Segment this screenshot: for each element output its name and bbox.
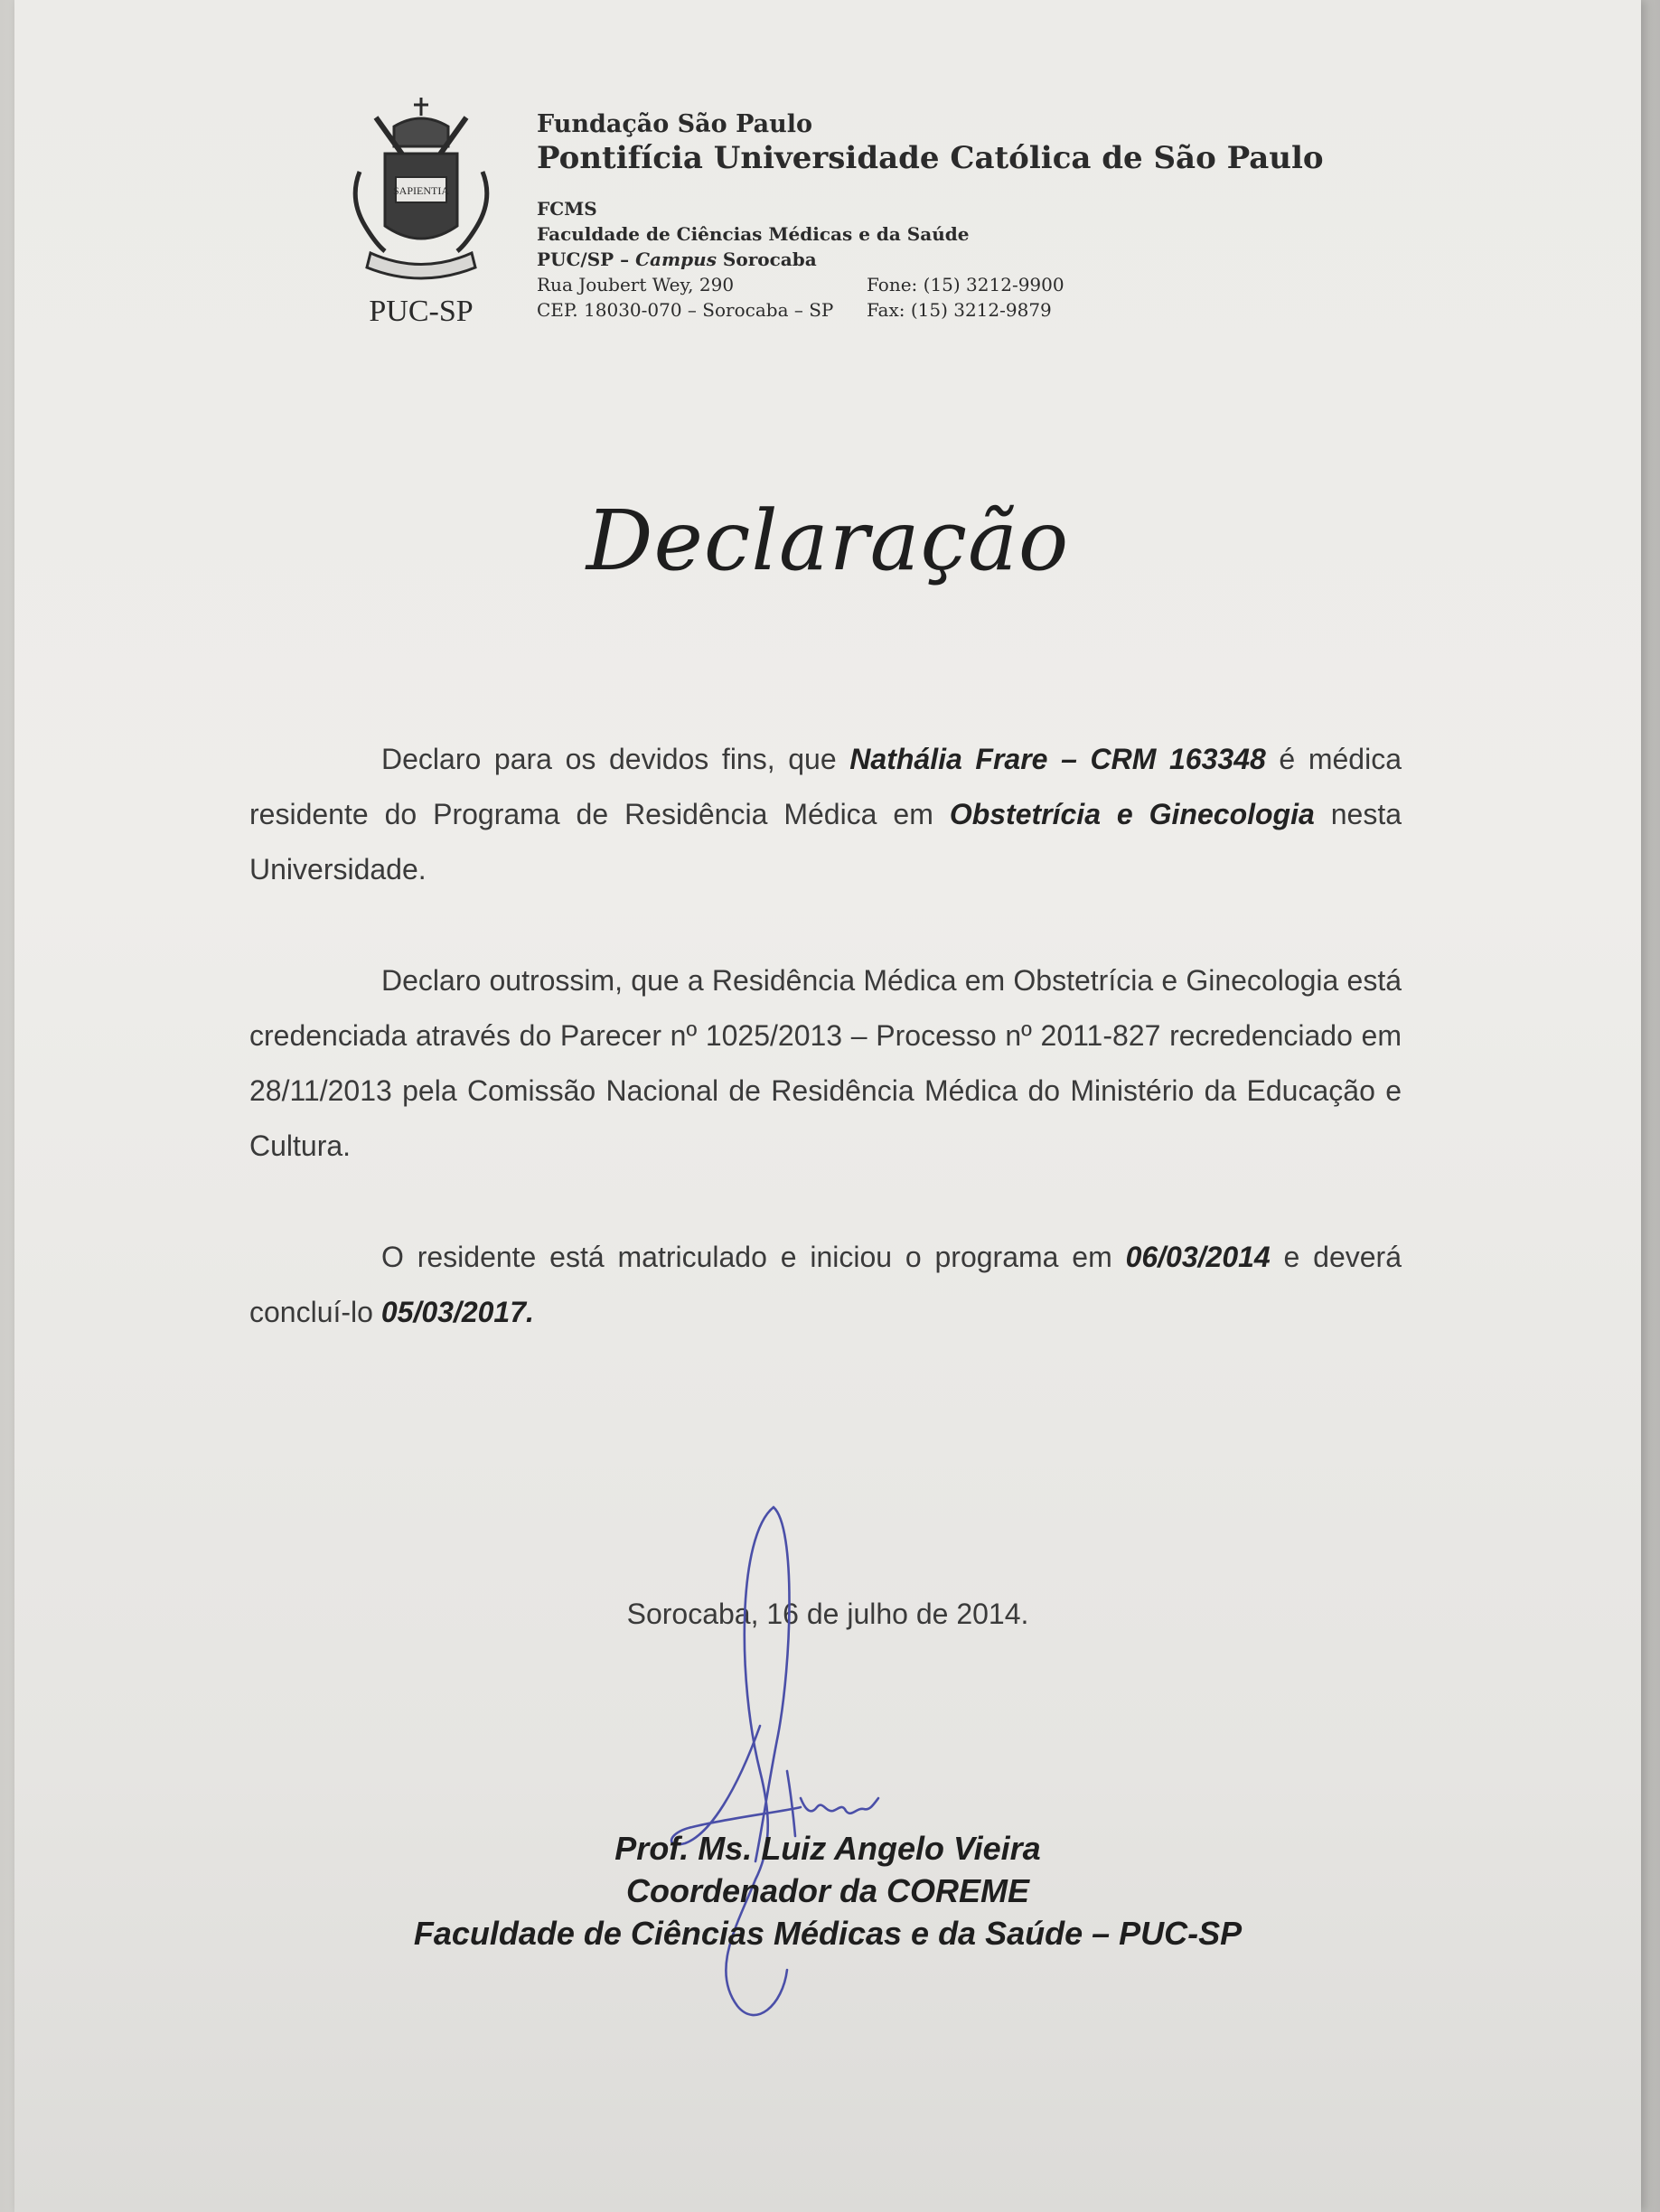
p3-text-1: O residente está matriculado e iniciou o programa em [381, 1241, 1126, 1273]
letterhead-text [537, 110, 1324, 323]
foundation-name: Fundação São Paulo [537, 110, 813, 138]
signatory-block [14, 1827, 1641, 1954]
cep-row [537, 297, 1324, 323]
paragraph-1 [249, 732, 1402, 897]
crest-caption: PUC-SP [369, 295, 474, 328]
program-name: Obstetrícia e Ginecologia [949, 798, 1315, 830]
campus-city: Sorocaba [722, 248, 817, 270]
postal-code: CEP. 18030-070 – Sorocaba – SP [537, 299, 834, 321]
end-date: 05/03/2017. [380, 1296, 534, 1328]
fax-number: Fax: (15) 3212-9879 [867, 299, 1052, 321]
declaration-body [249, 732, 1402, 1396]
campus-word: Campus [635, 248, 717, 270]
p1-text-1: Declaro para os devidos fins, que [381, 743, 850, 775]
svg-text:SAPIENTIA: SAPIENTIA [393, 184, 449, 197]
university-crest [340, 90, 502, 328]
signatory-name: Prof. Ms. Luiz Angelo Vieira [614, 1830, 1041, 1867]
resident-name: Nathália Frare – CRM 163348 [849, 743, 1266, 775]
faculty-name: Faculdade de Ciências Médicas e da Saúde [537, 223, 970, 245]
place-and-date: Sorocaba, 16 de julho de 2014. [626, 1598, 1029, 1630]
phone-number: Fone: (15) 3212-9900 [867, 274, 1064, 295]
paragraph-3 [249, 1230, 1402, 1340]
campus-line [537, 247, 1324, 272]
start-date: 06/03/2014 [1125, 1241, 1271, 1273]
p3-text-2: e deverá concluí-lo [249, 1241, 1402, 1328]
address-row [537, 272, 1324, 297]
paragraph-2: Declaro outrossim, que a Residência Médica em Obstetrícia e Ginecologia está credenciada através do Parecer nº 1025/2013 – Processo nº 2011-827 recredenciado em 28/11/2013 pela Comissão Nacional de Residência Médica do Ministério da Educação e Cultura. [249, 964, 1402, 1162]
p1-text-3: nesta Universidade. [249, 798, 1402, 886]
p1-text-2: é médica residente do Programa de Residência Médica em [249, 743, 1402, 830]
street-address: Rua Joubert Wey, 290 [537, 274, 735, 295]
signatory-role: Coordenador da COREME [625, 1872, 1030, 1909]
crest-icon [340, 90, 502, 298]
university-name: Pontifícia Universidade Católica de São Paulo [537, 140, 1324, 176]
document-title: Declaração [586, 492, 1070, 589]
letterhead [340, 90, 1324, 352]
document-page [14, 0, 1641, 2212]
faculty-abbreviation: FCMS [537, 198, 597, 220]
campus-prefix: PUC/SP – [537, 248, 630, 270]
signatory-institution: Faculdade de Ciências Médicas e da Saúde – PUC-SP [413, 1915, 1243, 1952]
